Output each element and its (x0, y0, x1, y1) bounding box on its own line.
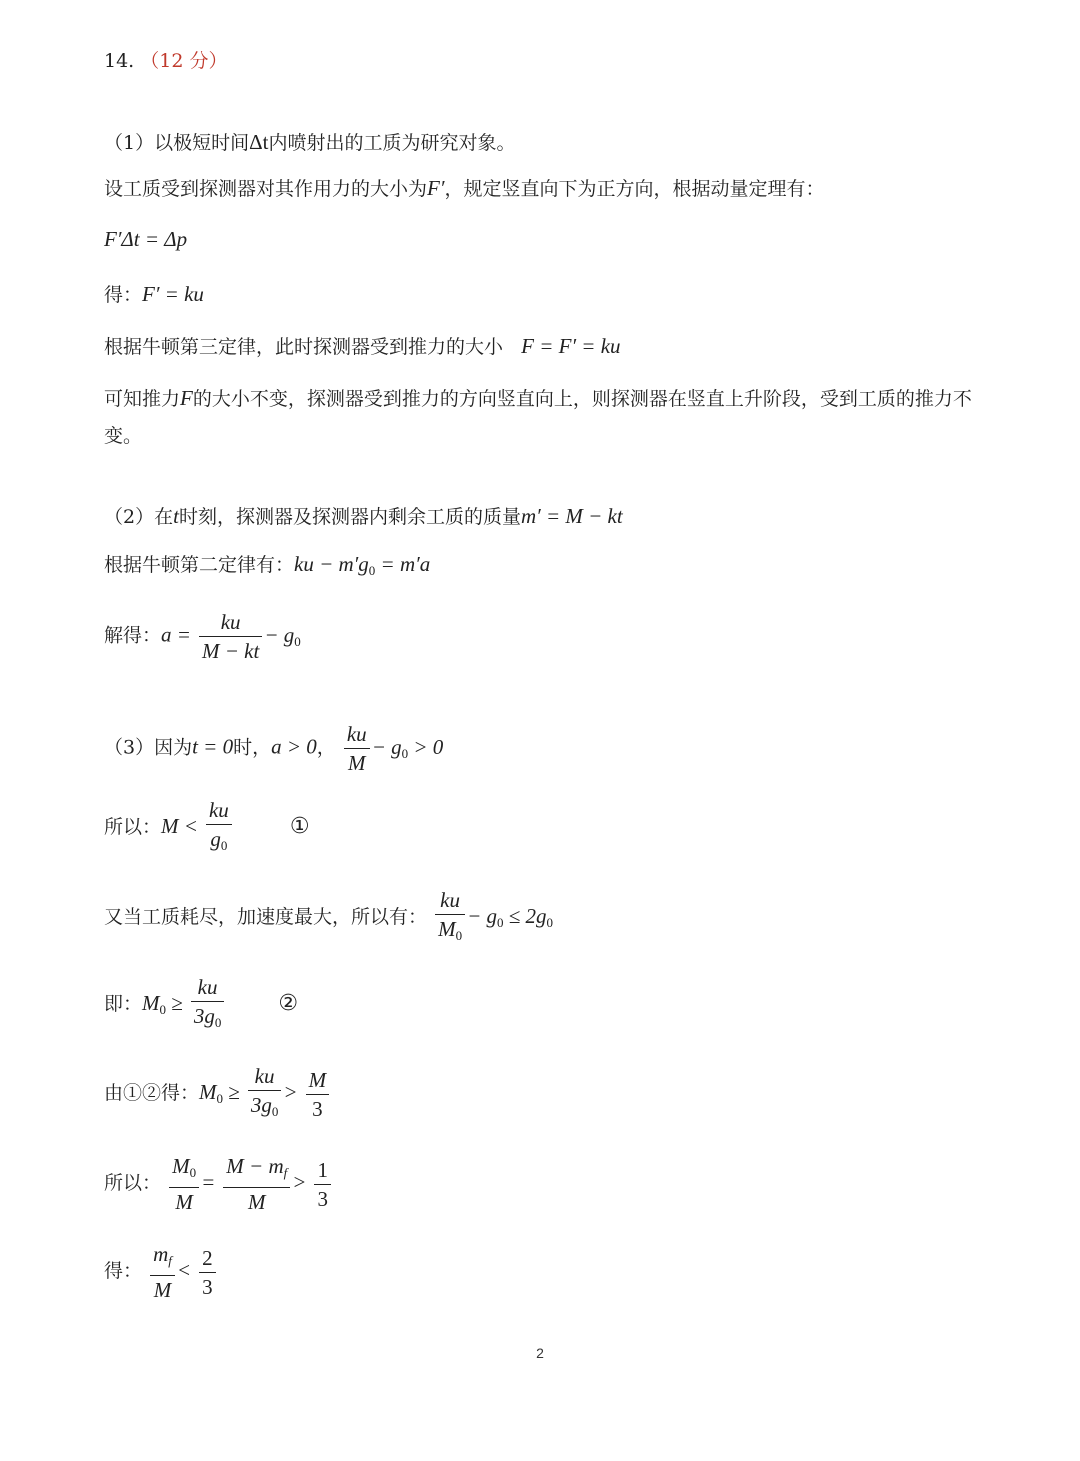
marker-circle-2: ② (278, 991, 299, 1016)
problem-header (104, 49, 227, 73)
problem-number: 14. (104, 50, 135, 72)
p2-newton-second: 根据牛顿第二定律有：ku − $m'g_0 = m'a$ (104, 552, 431, 578)
fraction: $\frac{ku}{3g_0}$ (248, 1062, 282, 1126)
fraction: $\frac{ku}{g_0}$ (206, 796, 232, 860)
p3-final-line: 得： $\frac{m_f}{M}$ < $\frac{2}{3}$ (104, 1240, 218, 1304)
fraction: $\frac{M_0}{M}$ (169, 1152, 199, 1216)
p1-momentum-equation: F′Δt = Δp (104, 227, 188, 251)
fraction: $\frac{1}{3}$ (314, 1156, 331, 1213)
p3-combine-line: 由①②得：$M_0$ ≥ $\frac{ku}{3g_0}$ > $\frac{M}{3}$ (104, 1062, 331, 1126)
p1-conclusion: 可知推力F的大小不变，探测器受到推力的方向竖直向上，则探测器在竖直上升阶段，受到工质的推力不 (104, 386, 972, 410)
p1-newton-third: 根据牛顿第三定律，此时探测器受到推力的大小 F = F′ = ku (104, 334, 621, 358)
p1-result: 得：F′ = ku (104, 282, 204, 306)
fraction: $\frac{ku}{M - kt}$ (199, 608, 262, 665)
p3-so-line: 所以：M < $\frac{ku}{g_0}$ ① (104, 796, 310, 860)
p2-solution: 解得：a = $\frac{ku}{M - kt}$ − $g_0$ (104, 610, 301, 663)
p1-conclusion-cont: 变。 (104, 425, 143, 447)
p3-ratio-line: 所以： $\frac{M_0}{M}$ = $\frac{M - m_f}{M}$ > $\frac{1}{3}$ (104, 1152, 333, 1216)
p1-intro: （1）以极短时间Δt内喷射出的工质为研究对象。 (104, 130, 516, 154)
p3-max-acceleration: 又当工质耗尽，加速度最大，所以有： $\frac{ku}{M_0}$ − $g_0 \le 2g_0$ (104, 886, 553, 950)
p3-ie-line: 即：$M_0$ ≥ $\frac{ku}{3g_0}$ ② (104, 973, 298, 1037)
fraction: $\frac{M - m_f}{M}$ (223, 1152, 290, 1216)
marker-circle-1: ① (289, 814, 310, 839)
fraction: $\frac{2}{3}$ (199, 1244, 216, 1301)
p3-intro: （3）因为t = 0时，a > 0， $\frac{ku}{M}$ − $g_0 > 0$ (104, 722, 444, 775)
p1-setup: 设工质受到探测器对其作用力的大小为F′，规定竖直向下为正方向，根据动量定理有： (104, 176, 825, 200)
page-number: 2 (536, 1345, 544, 1361)
p2-intro: （2）在t时刻，探测器及探测器内剩余工质的质量m′ = M − kt (104, 504, 623, 528)
fraction: $\frac{m_f}{M}$ (150, 1240, 175, 1304)
fraction: $\frac{ku}{M}$ (344, 720, 370, 777)
fraction: $\frac{M}{3}$ (306, 1066, 330, 1123)
problem-points: （12 分） (140, 50, 228, 72)
fraction: $\frac{ku}{M_0}$ (435, 886, 465, 950)
fraction: $\frac{ku}{3g_0}$ (191, 973, 225, 1037)
